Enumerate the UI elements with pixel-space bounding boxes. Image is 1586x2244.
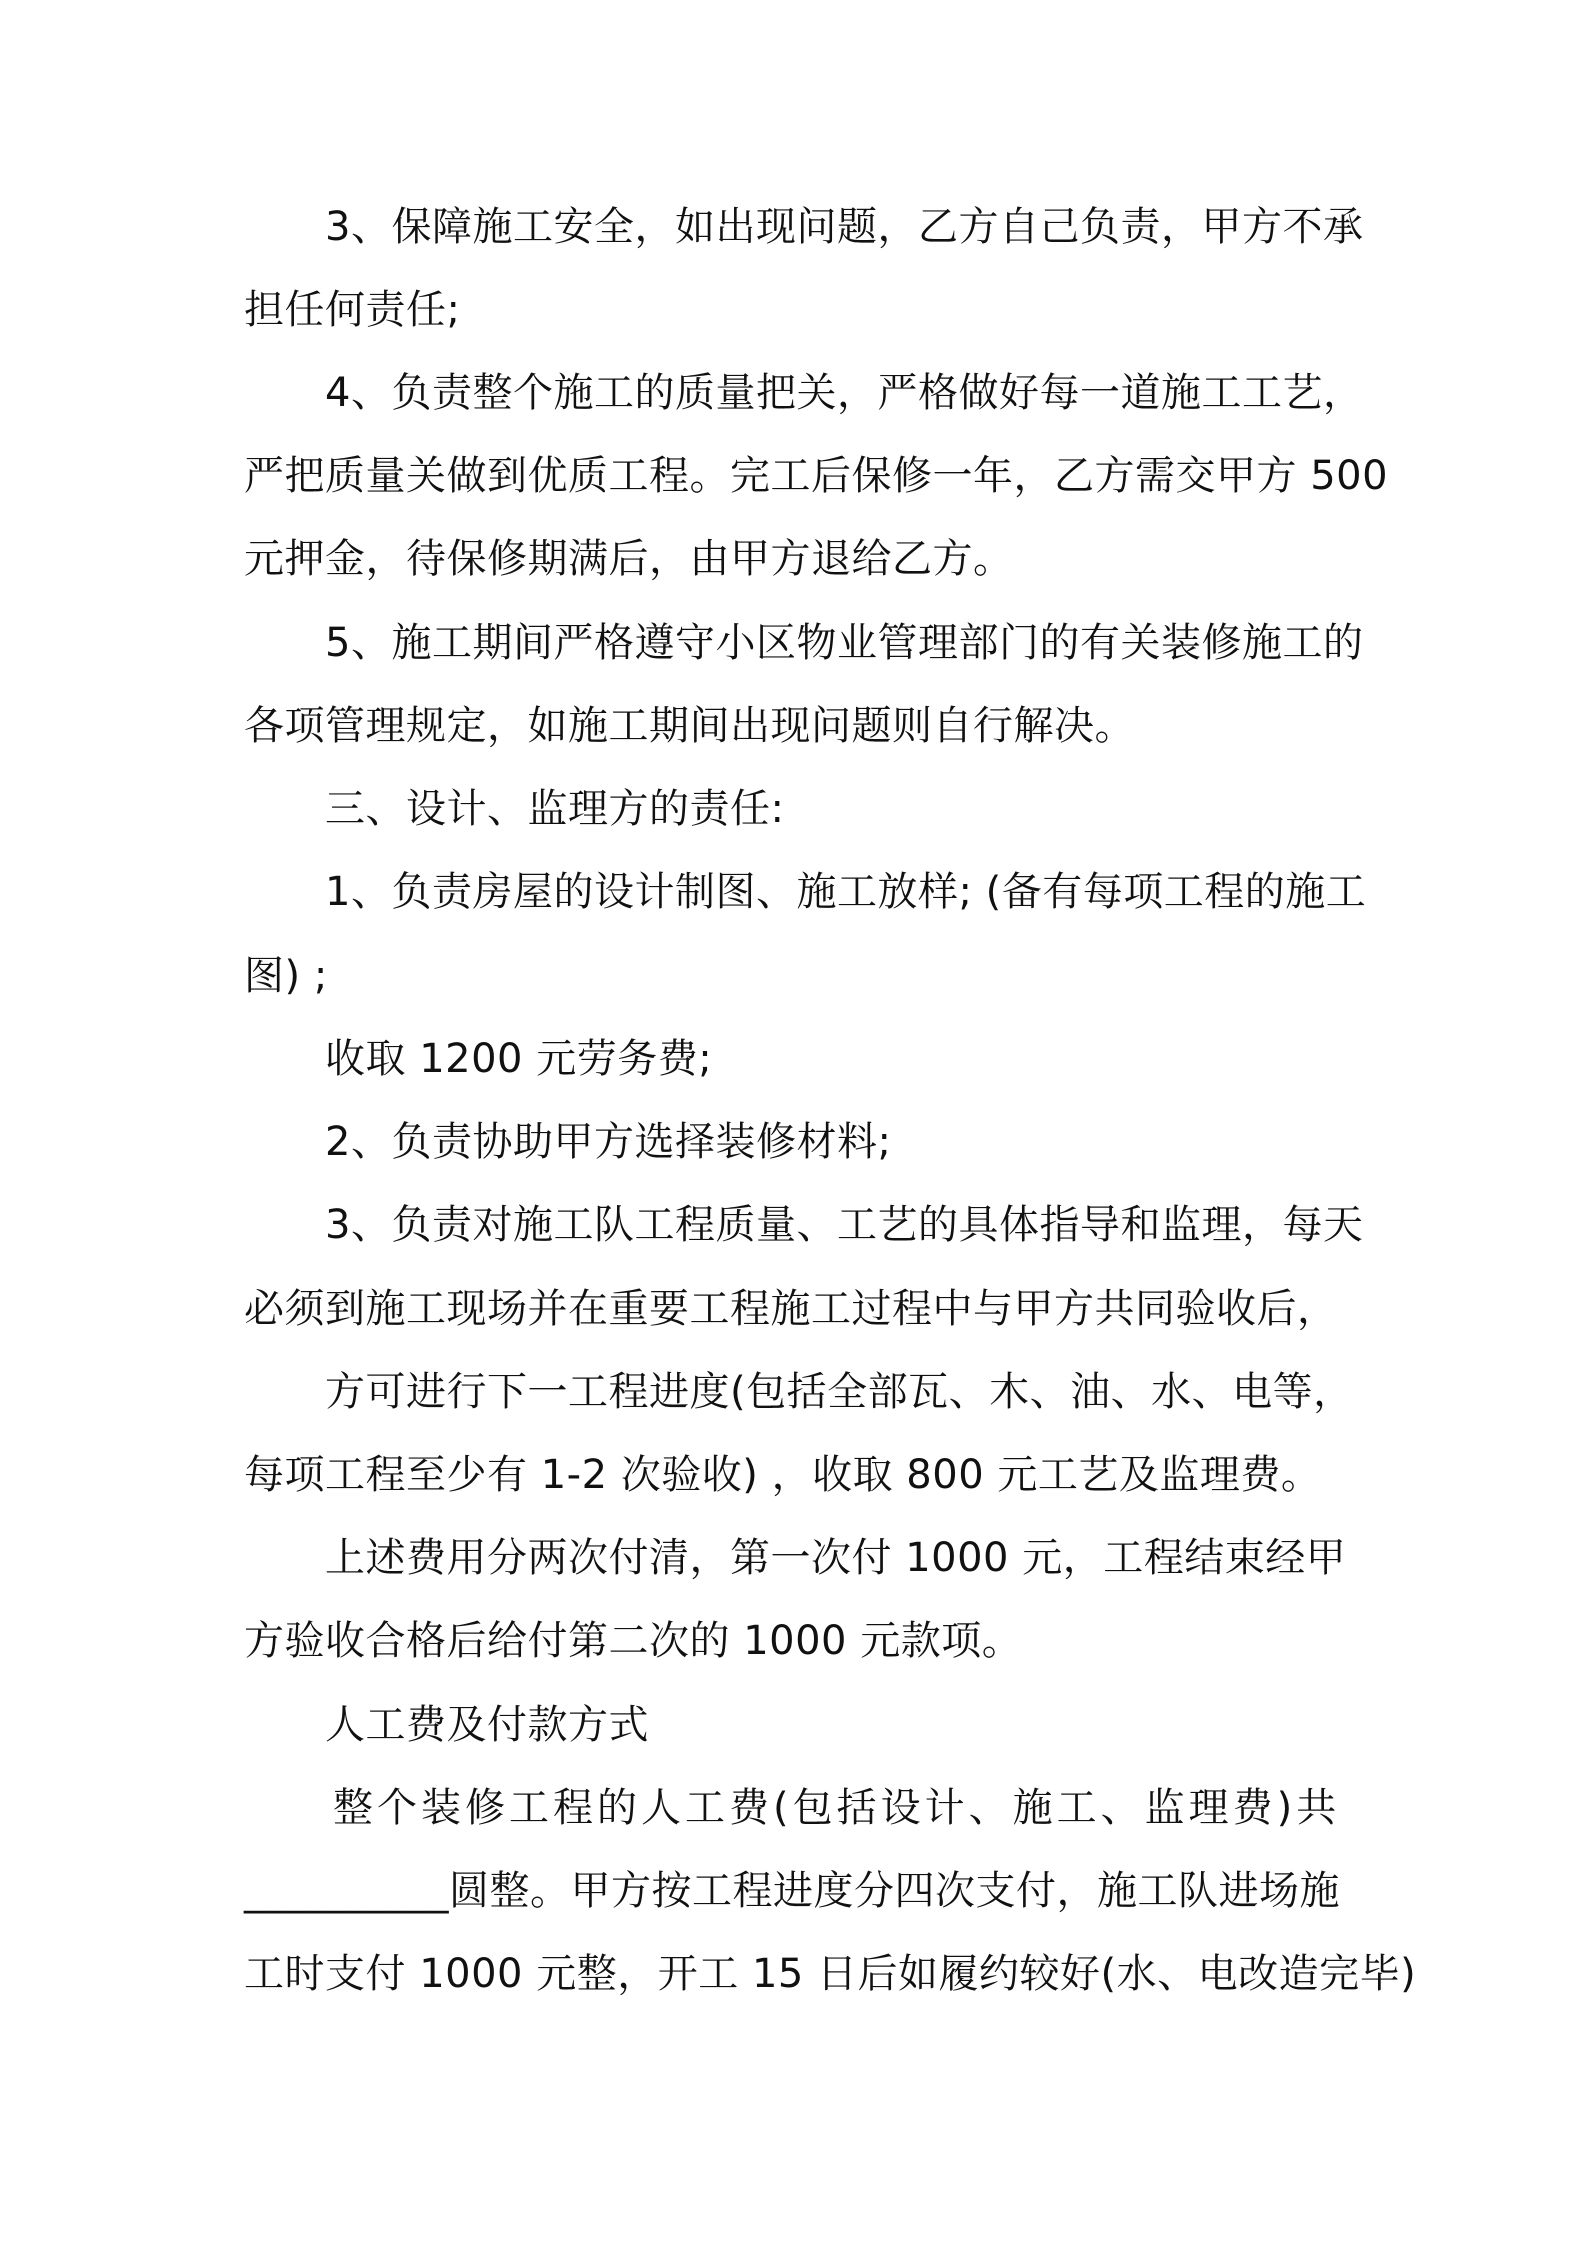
paragraph-line: 担任何责任; — [244, 287, 461, 333]
paragraph-line: 2、负责协助甲方选择装修材料; — [325, 1119, 892, 1165]
paragraph-line: 严把质量关做到优质工程。完工后保修一年，乙方需交甲方 500 — [244, 453, 1389, 499]
paragraph-line: 5、施工期间严格遵守小区物业管理部门的有关装修施工的 — [325, 620, 1364, 666]
paragraph-line: 方验收合格后给付第二次的 1000 元款项。 — [244, 1618, 1023, 1664]
paragraph-line: 各项管理规定，如施工期间出现问题则自行解决。 — [244, 703, 1135, 749]
paragraph-line: 1、负责房屋的设计制图、施工放样; (备有每项工程的施工 — [325, 869, 1367, 915]
paragraph-line: 收取 1200 元劳务费; — [325, 1036, 713, 1082]
paragraph-line: 4、负责整个施工的质量把关，严格做好每一道施工工艺， — [325, 370, 1364, 416]
paragraph-line: 3、保障施工安全，如出现问题，乙方自己负责，甲方不承 — [325, 204, 1364, 250]
paragraph-line: 每项工程至少有 1-2 次验收) ，收取 800 元工艺及监理费。 — [244, 1452, 1322, 1498]
paragraph-line: 整个装修工程的人工费(包括设计、施工、监理费)共 — [333, 1785, 1341, 1831]
section-heading: 人工费及付款方式 — [325, 1702, 649, 1748]
paragraph-line: 必须到施工现场并在重要工程施工过程中与甲方共同验收后， — [244, 1286, 1338, 1332]
paragraph-line: 图) ; — [244, 953, 328, 999]
paragraph-line: __________圆整。甲方按工程进度分四次支付，施工队进场施 — [244, 1868, 1340, 1914]
section-heading: 三、设计、监理方的责任: — [325, 786, 785, 832]
paragraph-line: 上述费用分两次付清，第一次付 1000 元，工程结束经甲 — [325, 1535, 1347, 1581]
paragraph-line: 工时支付 1000 元整，开工 15 日后如履约较好(水、电改造完毕) — [244, 1951, 1417, 1997]
paragraph-line: 元押金，待保修期满后，由甲方退给乙方。 — [244, 536, 1014, 582]
paragraph-line: 3、负责对施工队工程质量、工艺的具体指导和监理，每天 — [325, 1202, 1364, 1248]
paragraph-line: 方可进行下一工程进度(包括全部瓦、木、油、水、电等， — [325, 1369, 1354, 1415]
